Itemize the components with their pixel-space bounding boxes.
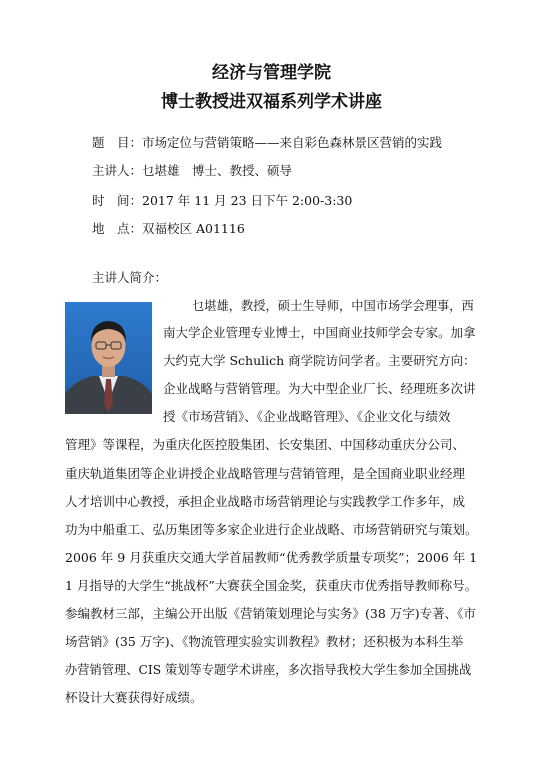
bio-line: 管理》等课程，为重庆化医控股集团、长安集团、中国移动重庆分公司、 xyxy=(65,437,466,452)
bio-line: 重庆轨道集团等企业讲授企业战略管理与营销管理，是全国商业职业经理 xyxy=(65,466,466,481)
bio-line: 功为中船重工、弘历集团等多家企业进行企业战略、市场营销研究与策划。 xyxy=(65,522,478,537)
speaker-label: 主讲人： xyxy=(92,163,143,178)
bio-line: 授《市场营销》、《企业战略管理》、《企业文化与绩效 xyxy=(163,409,451,424)
topic-row xyxy=(92,135,442,151)
topic-value: 市场定位与营销策略——来自彩色森林景区营销的实践 xyxy=(142,135,443,150)
time-row xyxy=(92,193,352,209)
bio-line: 2006 年 9 月获重庆交通大学首届教师“优秀教学质量专项奖”；2006 年 1 xyxy=(65,550,478,565)
topic-label: 题 目： xyxy=(92,135,143,150)
bio-line: 办营销管理、CIS 策划等专题学术讲座，多次指导我校大学生参加全国挑战 xyxy=(65,663,472,677)
bio-line: 大约克大学 Schulich 商学院访问学者。主要研究方向： xyxy=(163,353,476,368)
institute-title: 经济与管理学院 xyxy=(212,63,331,83)
speaker-row xyxy=(92,163,292,179)
bio-line: 企业战略与营销管理。为大中型企业厂长、经理班多次讲 xyxy=(163,381,476,396)
location-label: 地 点： xyxy=(92,221,143,236)
speaker-portrait xyxy=(65,302,152,414)
portrait-image xyxy=(65,302,152,414)
bio-line: 1 月指导的大学生“挑战杯”大赛获全国金奖，获重庆市优秀指导教师称号。 xyxy=(65,578,478,593)
speaker-value: 乜堪雄 博士、教授、硕导 xyxy=(142,163,293,178)
bio-line: 乜堪雄，教授，硕士生导师，中国市场学会理事，西 xyxy=(192,299,474,313)
bio-line: 场营销》(35 万字)、《物流管理实验实训教程》教材；还积极为本科生举 xyxy=(65,634,464,649)
bio-line: 参编教材三部，主编公开出版《营销策划理论与实务》(38 万字)专著、《市 xyxy=(65,606,476,621)
location-row xyxy=(92,221,245,237)
lecture-series-title: 博士教授进双福系列学术讲座 xyxy=(161,92,382,112)
speaker-intro-heading: 主讲人简介： xyxy=(92,270,168,285)
bio-line: 人才培训中心教授，承担企业战略市场营销理论与实践教学工作多年，成 xyxy=(65,494,466,509)
bio-line: 南大学企业管理专业博士，中国商业技师学会专家。加拿 xyxy=(163,325,476,340)
time-value: 2017 年 11 月 23 日下午 2:00-3:30 xyxy=(142,193,353,208)
time-label: 时 间： xyxy=(92,193,143,208)
bio-line: 杯设计大赛获得好成绩。 xyxy=(65,690,203,705)
location-value: 双福校区 A01116 xyxy=(142,221,245,236)
